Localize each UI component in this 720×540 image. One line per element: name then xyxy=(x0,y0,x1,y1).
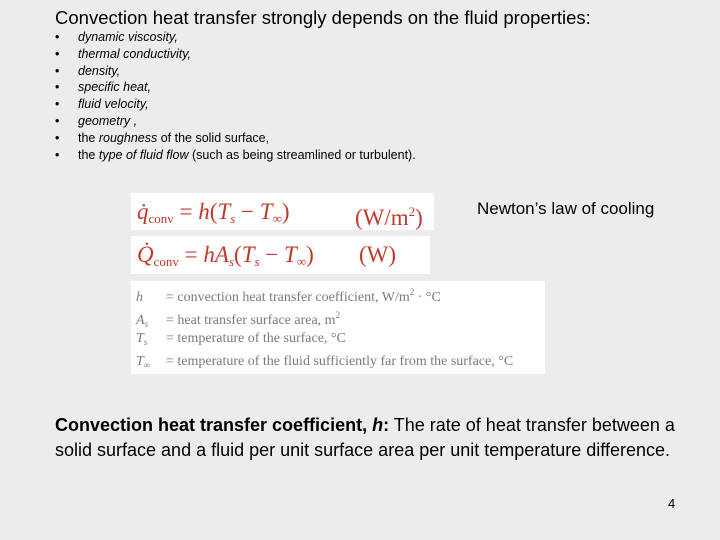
equation-units: (W) xyxy=(359,242,397,267)
eq-symbol: Q̇ xyxy=(137,242,154,267)
list-item xyxy=(55,147,416,164)
list-item-emphasis: roughness xyxy=(98,130,158,145)
list-item-text: density, xyxy=(78,63,121,78)
eq-paren: ) xyxy=(306,242,314,267)
units-text: (W/m xyxy=(355,205,409,230)
definition-symbol-h: h xyxy=(372,415,384,435)
definition-exponent: 2 xyxy=(335,310,341,320)
eq-paren: ( xyxy=(209,199,218,224)
list-item xyxy=(55,29,416,46)
definition-text: = convection heat transfer coefficient, W/m xyxy=(166,290,410,305)
bullet-icon: • xyxy=(55,63,60,78)
eq-symbol: h xyxy=(198,199,210,224)
slide-heading: Convection heat transfer strongly depends on the fluid properties: xyxy=(55,7,591,28)
coefficient-definition xyxy=(55,413,675,462)
eq-subscript: s xyxy=(228,254,235,269)
list-item xyxy=(55,46,416,63)
equation-formula: $Q̇_{conv} = hA_s(T_s - T_\infty)$ xyxy=(137,242,314,269)
eq-subscript: s xyxy=(254,254,260,269)
list-item-prefix: the xyxy=(78,130,99,145)
list-item-prefix: the xyxy=(78,147,99,162)
definition-tail: · °C xyxy=(414,290,441,305)
eq-symbol: h xyxy=(203,242,215,267)
symbol-letter: A xyxy=(136,313,145,328)
definition-row xyxy=(136,281,441,304)
bullet-icon: • xyxy=(55,30,60,44)
definition-row xyxy=(136,304,340,327)
definition-lead: Convection heat transfer coefficient, xyxy=(55,415,373,435)
eq-paren: ) xyxy=(281,199,290,224)
page-number: 4 xyxy=(668,496,676,511)
definition-text: = heat transfer surface area, m xyxy=(166,313,336,328)
definition-exponent: 2 xyxy=(409,287,415,297)
bullet-icon: • xyxy=(55,80,60,95)
equation-units xyxy=(355,193,423,236)
units-text: ) xyxy=(415,205,423,230)
list-item xyxy=(55,130,416,147)
definition-row xyxy=(136,327,346,350)
eq-subscript: ∞ xyxy=(296,254,307,269)
eq-operator: − xyxy=(259,242,285,267)
list-item-text: geometry , xyxy=(78,113,138,128)
symbol-subscript: s xyxy=(144,319,149,329)
units-exponent: 2 xyxy=(408,204,416,219)
list-item-text: thermal conductivity, xyxy=(78,46,192,61)
equation-heat-flux xyxy=(131,193,434,230)
eq-symbol: T xyxy=(284,242,297,267)
list-item-text: fluid velocity, xyxy=(78,97,149,112)
newton-law-label: Newton’s law of cooling xyxy=(477,199,655,218)
definition-text: = temperature of the fluid sufficiently far from the surface, °C xyxy=(166,354,514,369)
eq-symbol: A xyxy=(214,242,229,267)
list-item-emphasis: type of fluid flow xyxy=(98,147,189,162)
symbol-subscript: ∞ xyxy=(143,360,151,370)
definition-colon: : xyxy=(383,415,390,435)
eq-symbol: T xyxy=(217,199,231,224)
list-item-suffix: (such as being streamlined or turbulent). xyxy=(188,147,416,162)
definition-body: The rate of heat transfer between a solid surface and a fluid per unit surface area per unit temperature difference. xyxy=(55,415,675,460)
fluid-properties-list xyxy=(55,29,416,163)
eq-paren: ( xyxy=(234,242,242,267)
eq-subscript: s xyxy=(230,211,236,226)
bullet-icon: • xyxy=(55,130,60,145)
eq-subscript: ∞ xyxy=(272,211,282,226)
definition-row xyxy=(136,350,513,373)
list-item-text: dynamic viscosity, xyxy=(78,30,178,44)
bullet-icon: • xyxy=(55,46,60,61)
list-item-text: specific heat, xyxy=(78,80,151,95)
list-item xyxy=(55,113,416,130)
symbol-letter: T xyxy=(136,354,144,369)
bullet-icon: • xyxy=(55,147,60,162)
eq-subscript: conv xyxy=(153,254,179,269)
eq-symbol: T xyxy=(259,199,273,224)
equation-formula: $q̇_{conv} = h(T_s - T_\infty)$ xyxy=(137,199,290,226)
eq-symbol: T xyxy=(241,242,255,267)
equation-heat-rate xyxy=(131,236,430,274)
symbol-subscript: s xyxy=(143,337,148,347)
eq-symbol: q̇ xyxy=(137,199,149,224)
eq-subscript: conv xyxy=(148,211,174,226)
definition-symbol xyxy=(136,350,166,377)
list-item xyxy=(55,96,416,113)
symbol-letter: h xyxy=(136,290,143,305)
eq-operator: − xyxy=(235,199,260,224)
bullet-icon: • xyxy=(55,97,60,112)
symbol-letter: T xyxy=(136,331,144,346)
list-item xyxy=(55,63,416,80)
definition-text: = temperature of the surface, °C xyxy=(166,331,346,346)
bullet-icon: • xyxy=(55,113,60,128)
symbol-definitions xyxy=(131,281,545,374)
list-item-suffix: of the solid surface, xyxy=(157,130,270,145)
list-item xyxy=(55,79,416,96)
